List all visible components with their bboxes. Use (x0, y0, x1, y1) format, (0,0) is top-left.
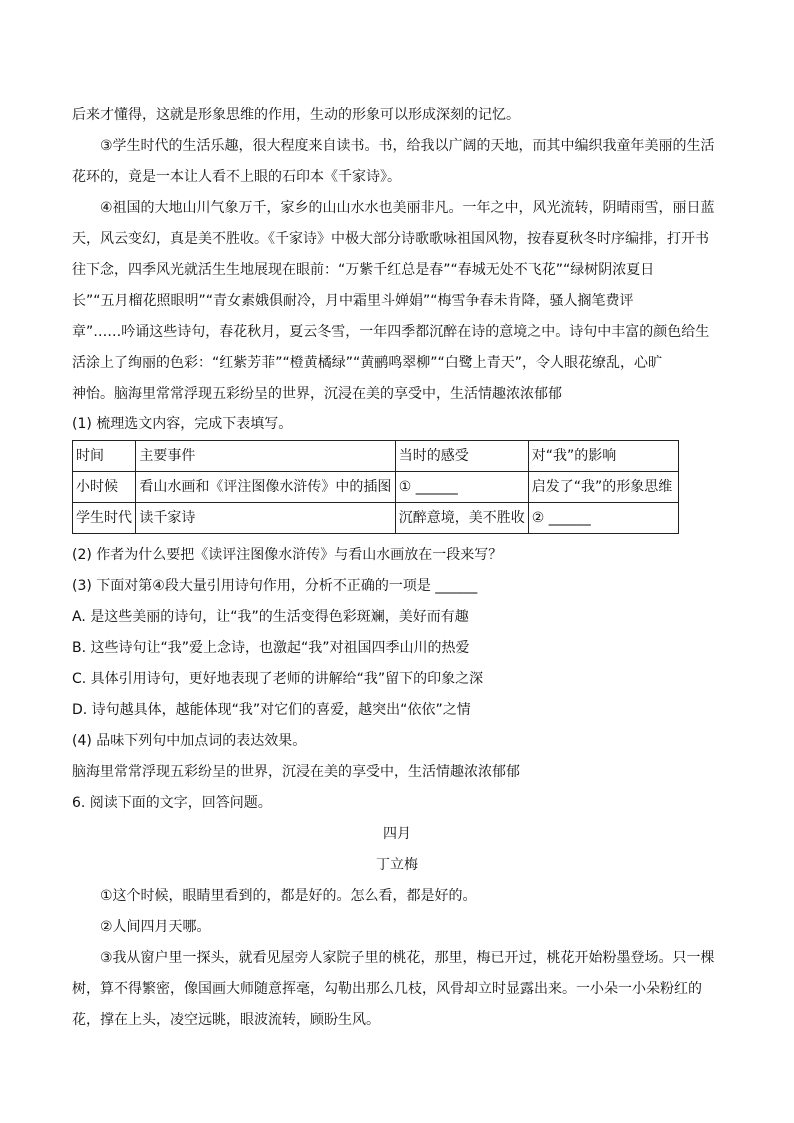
question-4: (4) 品味下列句中加点词的表达效果。 (72, 733, 307, 749)
paragraph-4-line: 活涂上了绚丽的色彩：“红紫芳菲”“橙黄橘绿”“黄鹂鸣翠柳”“白鹭上青天”，令人眼花缭乱，心旷 (72, 355, 663, 371)
table-row (73, 503, 679, 534)
table-header-cell: 时间 (73, 441, 136, 472)
paragraph-4-line: 天，风云变幻，真是美不胜收。《千家诗》中极大部分诗歌歌咏祖国风物，按春夏秋冬时序编排，打开书 (72, 231, 709, 247)
table-cell: 学生时代 (73, 503, 136, 534)
table-cell: 小时候 (73, 472, 136, 503)
article-paragraph-2: ②人间四月天哪。 (100, 919, 211, 935)
paragraph-4-line: 往下念，四季风光就活生生地展现在眼前：“万紫千红总是春”“春城无处不飞花”“绿树阴浓夏日 (72, 262, 655, 278)
article-paragraph-1: ①这个时候，眼睛里看到的，都是好的。怎么看，都是好的。 (100, 888, 477, 904)
option-a: A. 是这些美丽的诗句，让“我”的生活变得色彩斑斓，美好而有趣 (72, 609, 469, 625)
option-d: D. 诗句越具体，越能体现“我”对它们的喜爱，越突出“依依”之情 (72, 702, 471, 718)
paragraph-3: ③学生时代的生活乐趣，很大程度来自读书。书，给我以广阔的天地，而其中编织我童年美丽的生活花环的，竟是一本让人看不上眼的石印本《千家诗》。 (72, 138, 715, 185)
table-cell-blank: ① ______ (395, 472, 528, 503)
table-cell: 沉醉意境，美不胜收 (395, 503, 528, 534)
table-header-cell: 对“我”的影响 (528, 441, 678, 472)
article-paragraph-3-line: ③我从窗户里一探头，就看见屋旁人家院子里的桃花，那里，梅已开过，桃花开始粉墨登场。只一棵 (100, 950, 715, 966)
paragraph-4-line: 章”……吟诵这些诗句，春花秋月，夏云冬雪，一年四季都沉醉在诗的意境之中。诗句中丰富的颜色给生 (72, 324, 710, 340)
article-paragraph-3-line: 花，撑在上头，凌空远眺，眼波流转，顾盼生风。 (72, 1012, 380, 1028)
option-b: B. 这些诗句让“我”爱上念诗，也激起“我”对祖国四季山川的热爱 (72, 640, 470, 656)
table-row (73, 472, 679, 503)
option-c: C. 具体引用诗句，更好地表现了老师的讲解给“我”留下的印象之深 (72, 671, 484, 687)
article-paragraph-3-line: 树，算不得繁密，像国画大师随意挥毫，勾勒出那么几枝，风骨却立时显露出来。一小朵一小朵粉红的 (72, 981, 702, 997)
article-author: 丁立梅 (376, 857, 418, 873)
paragraph-intro-end: 后来才懂得，这就是形象思维的作用，生动的形象可以形成深刻的记忆。 (72, 107, 520, 123)
paragraph-4 (72, 193, 722, 410)
table-header-cell: 主要事件 (136, 441, 395, 472)
table-cell-blank: ② ______ (528, 503, 678, 534)
document-page (72, 100, 722, 1036)
question-3: (3) 下面对第④段大量引用诗句作用，分析不正确的一项是 ______ (72, 578, 478, 594)
summary-table (72, 440, 679, 534)
question-4-sentence: 脑海里常常浮现五彩纷呈的世界，沉浸在美的享受中，生活情趣浓浓郁郁 (72, 764, 520, 780)
paragraph-4-line: ④祖国的大地山川气象万千，家乡的山山水水也美丽非凡。一年之中，风光流转，阴晴雨雪，丽日蓝 (100, 200, 715, 216)
question-6: 6. 阅读下面的文字，回答问题。 (72, 795, 272, 811)
table-cell: 启发了“我”的形象思维 (528, 472, 678, 503)
question-1: (1) 梳理选文内容，完成下表填写。 (72, 416, 293, 432)
table-header-cell: 当时的感受 (395, 441, 528, 472)
article-paragraph-3 (72, 943, 722, 1036)
question-2: (2) 作者为什么要把《读评注图像水浒传》与看山水画放在一段来写？ (72, 547, 503, 563)
table-cell: 看山水画和《评注图像水浒传》中的插图 (136, 472, 395, 503)
article-title: 四月 (383, 826, 411, 842)
table-cell: 读千家诗 (136, 503, 395, 534)
paragraph-4-line: 长”“五月榴花照眼明”“青女素娥俱耐冷，月中霜里斗婵娟”“梅雪争春未肯降，骚人搁笔费评 (72, 293, 634, 309)
table-header-row (73, 441, 679, 472)
paragraph-4-line: 神怡。脑海里常常浮现五彩纷呈的世界，沉浸在美的享受中，生活情趣浓浓郁郁 (72, 386, 562, 402)
